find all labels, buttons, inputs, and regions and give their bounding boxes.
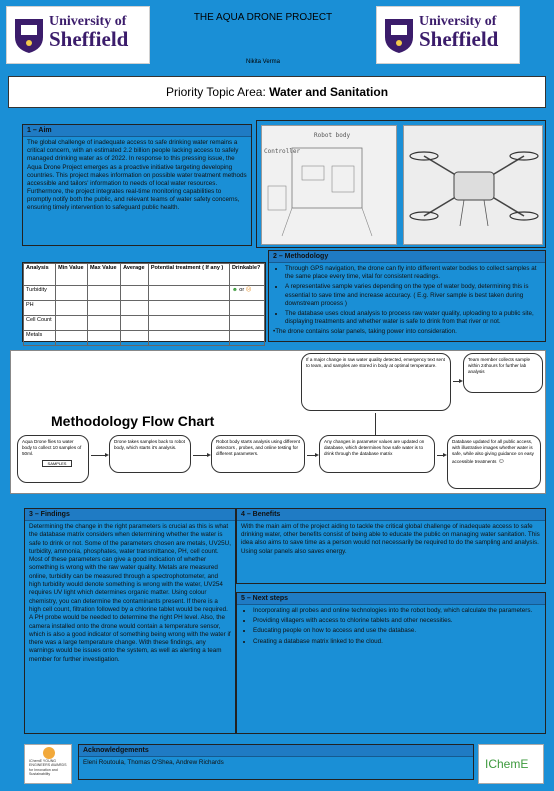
list-item: • Incorporating all probes and online technologies into the robot body, which calculate the parameters. [253,607,541,615]
flow-box-3: Robot body starts analysis using different detectors , probes, and online testing for different parameters. [211,435,305,473]
drinkable-cell [229,286,264,301]
flow-box-1 [17,435,89,483]
logo-line1: University of [49,14,127,29]
flow-arrow [91,455,107,456]
table-row [24,316,265,331]
drinkable-or: or [239,287,245,293]
flow-arrow [307,455,317,456]
flow-box-1-text: Aqua Drone flies to water body to collect 10 samples of 50ml. [22,439,82,456]
flow-box-2: Drone takes samples back to robot body, which starts it's analysis. [109,435,191,473]
methodology-section [268,250,546,342]
samples-tag [42,460,72,467]
list-item: • Educating people on how to access and use the database. [253,627,541,635]
benefits-heading: 4 – Benefits [237,509,545,521]
aim-text: The global challenge of inadequate access to safe drinking water remains a critical concern, with an estimated 2.2 billion people lacking access to safely managed drinking water as of 2022. In response to this pressing issue, the Aqua Drone Project emerges as a proactive initiative targeting developing countries. This project makes information on possible water treatment methods accessible and tailors' information to needs of local water resources. Furthermore, the project integrates real-time monitoring capabilities to promptly notify both the public, and relevant teams of water safety concerns, ensuring timely intervention to safeguard public health. [27,139,247,212]
analysis-table-panel [22,262,266,342]
university-logo-left [6,6,150,64]
table-header: Max Value [87,264,120,286]
table-header: Potential treatment ( If any ) [148,264,229,286]
robot-body-sketch [261,125,397,245]
topic-bar [8,76,546,108]
logo-line2: Sheffield [419,27,499,51]
drone-sketch [403,125,543,245]
young-engineers-award-logo [24,744,72,784]
table-row [24,331,265,346]
bulb-icon [39,746,59,760]
smiley-green-icon: ☻ [231,287,238,293]
table-header-row [24,264,265,286]
table-cell: Cell Count [24,316,56,331]
table-row [24,301,265,316]
smiley-icon: ☺ [497,457,505,465]
topic-value: Water and Sanitation [269,85,389,99]
poster-header [0,0,554,72]
list-item: • Creating a database matrix linked to the cloud. [253,638,541,646]
topic-label: Priority Topic Area: [165,85,266,99]
benefits-text: With the main aim of the project aiding to tackle the critical global challenge of inadequate access to safe drinking water, other benefits consist of being able to educate the public on managing water sanitation. This idea also aims to save time as a person would not necessarily be required to do the sampling and analysis. Using solar panels also saves energy. [241,523,540,555]
project-title: THE AQUA DRONE PROJECT [193,12,333,23]
list-item: • Providing villagers with access to chlorine tablets and other necessities. [253,617,541,625]
robot-sketch-drawing [262,126,398,246]
methodology-list [273,265,541,326]
table-header: Analysis [24,264,56,286]
university-logo-right [376,6,520,64]
sketch-panel [256,120,546,248]
flow-box-7: Team member collects sample within 24hours for further lab analysis [463,353,543,393]
icheme-logo [478,744,544,784]
findings-heading: 3 – Findings [25,509,235,521]
acknowledgements-section [78,744,474,780]
list-item: • Through GPS navigation, the drone can fly into different water bodies to collect samples at the same place every time, vital for consistent readings. [285,265,541,281]
crest-icon [13,17,45,55]
flow-arrow [453,381,461,382]
flow-box-5 [447,435,541,489]
flow-box-4: Any changes in parameter values are updated on database, which determines how safe water is to drink through the database matrix [319,435,435,473]
list-item: • A representative sample varies depending on the type of water body, determining this is essential to save time and increase accuracy. ( E.g. River sample is best taken during downstream process ) [285,283,541,308]
next-steps-heading: 5 – Next steps [237,593,545,605]
next-steps-list [241,607,541,646]
flow-box-5-text: Database updated for all public access, with illustrative images whether water is safe, while also giving guidance on easy accessible treatments [452,439,534,464]
analysis-table [23,263,265,346]
sketch-label-controller: Controller [264,148,301,155]
flow-arrow [437,455,445,456]
award-text: IChemE YOUNG ENGINEERS AWARDS for Innovation and Sustainability [29,759,67,776]
list-item: • The database uses cloud analysis to process raw water quality, uploading to a public site, displaying treatments and whether water is safe to drink from that river or not. [285,310,541,326]
flow-arrow [193,455,209,456]
table-cell: Turbidity [24,286,56,301]
author-name: Nikita Verma [245,59,280,65]
table-cell: Metals [24,331,56,346]
logo-line1: University of [419,14,497,29]
flow-arrow-vertical [375,413,376,435]
smiley-orange-icon: ☹ [245,287,252,293]
aim-section [22,124,252,246]
table-header: Min Value [56,264,88,286]
ack-names: Eleni Routoula, Thomas O'Shea, Andrew Richards [83,759,224,766]
findings-section [24,508,236,734]
aim-heading: 1 – Aim [23,125,251,137]
benefits-section [236,508,546,584]
flow-chart-title: Methodology Flow Chart [51,413,215,429]
flow-box-6: If a major change in raw water quality detected, emergency text sent to team, and samples are stored in body at optimal temperature. [301,353,451,411]
ack-heading: Acknowledgements [79,745,473,757]
methodology-footer: •The drone contains solar panels, taking power into consideration. [273,328,457,336]
findings-text: Determining the change in the right parameters is crucial as this is what the database matrix considers when determining whether the water is safe to drink or not. Some of the parameters chosen are metals, UV25U, turbidity, ammonia, phosphates, water transmittance, PH, cell count. Most of these parameters can give a good indication of whether something is wrong with the raw water quality. Metals are measured online, turbidity can be measured through a spectrophotometer, and high turbidity would denote something is wrong with the water, UV254 requires UV light which determines organic matter. Using colour chemistry, you can determine the contaminants present. If there is a high cell count, filtration followed by a chlorine tablet would be required. A PH probe would be needed to determine the right PH level. Also, the camera installed onto the drone would contain a temperature sensor, which is also a good indicator of something being wrong with the water if there was a large temperature change. With these findings, any warnings would be issues onto the system, as well as alerting a team member for further investigation. [29,523,231,663]
table-header: Average [121,264,149,286]
table-cell: PH [24,301,56,316]
flow-chart [10,350,546,494]
next-steps-section [236,592,546,734]
crest-icon [383,17,415,55]
icheme-text: IChemE [485,757,529,771]
table-row [24,286,265,301]
logo-line2: Sheffield [49,27,129,51]
table-header: Drinkable? [229,264,264,286]
sketch-label-robot: Robot body [314,132,351,139]
drone-sketch-drawing [404,126,544,246]
samples-tag-text: SAMPLES [47,460,67,466]
methodology-heading: 2 – Methodology [269,251,545,263]
